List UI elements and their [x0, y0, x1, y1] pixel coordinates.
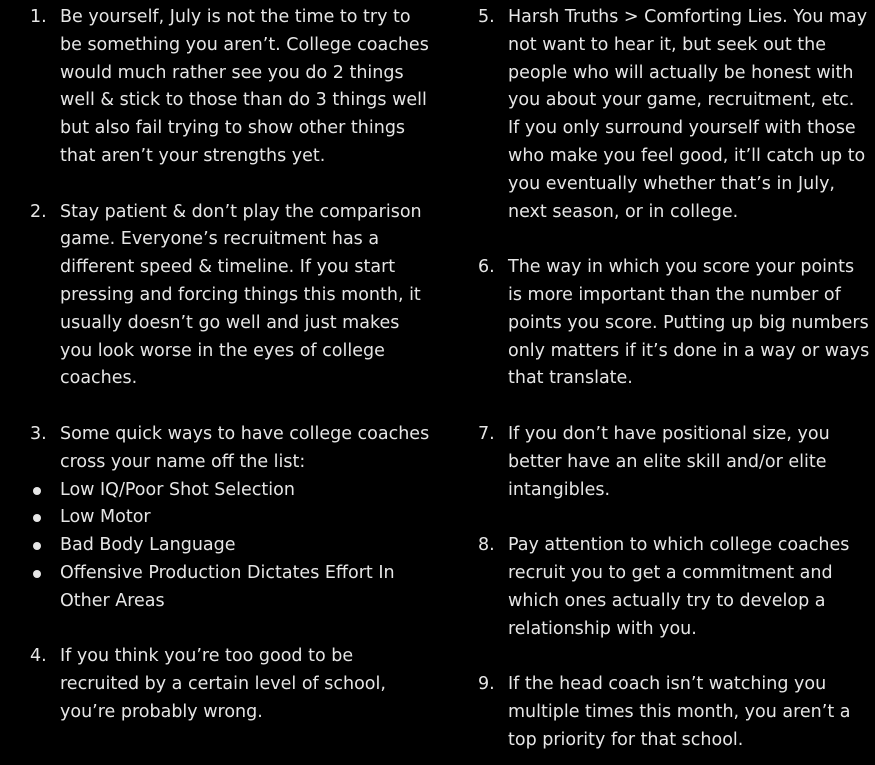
list-item-9 [478, 671, 870, 754]
left-column [30, 4, 430, 727]
item-text: Stay patient & don’t play the comparison game. Everyone’s recruitment has a different speed & timeline. If you start pressing and forcing things this month, it usually doesn’t go well and just makes you look worse in the eyes of college coaches. [60, 201, 422, 389]
bullet-dot-icon [33, 542, 41, 550]
item-number: 1. [30, 7, 47, 27]
bullet-item [30, 504, 430, 532]
list-item-2 [30, 199, 430, 394]
right-column [478, 4, 870, 755]
item-number: 6. [478, 257, 495, 278]
list-item-6 [478, 254, 870, 393]
item-text: Some quick ways to have college coaches cross your name off the list: [60, 423, 430, 472]
bullet-dot-icon [33, 514, 41, 522]
bullet-text: Offensive Production Dictates Effort In Other Areas [60, 562, 395, 611]
bullet-text: Low Motor [60, 507, 151, 528]
item-text: If you think you’re too good to be recruited by a certain level of school, you’re probably wrong. [60, 646, 386, 722]
bullet-dot-icon [33, 570, 41, 578]
bullet-item [30, 477, 430, 505]
bullet-text: Low IQ/Poor Shot Selection [60, 479, 295, 500]
list-item-3 [30, 421, 430, 477]
item-number: 8. [478, 535, 495, 556]
list-item-4 [30, 643, 430, 726]
list-item-7 [478, 421, 870, 504]
item-number: 3. [30, 423, 47, 444]
item-number: 5. [478, 7, 495, 27]
item-text: Be yourself, July is not the time to try to be something you aren’t. College coaches would much rather see you do 2 things well & stick to those than do 3 things well but also fail trying to show other things that aren’t your strengths yet. [60, 7, 429, 166]
item-text: The way in which you score your points is more important than the number of points you score. Putting up big numbers only matters if it’s done in a way or ways that translate. [508, 257, 870, 389]
bullet-item [30, 532, 430, 560]
item-text: If the head coach isn’t watching you multiple times this month, you aren’t a top priority for that school. [508, 674, 851, 750]
bullet-dot-icon [33, 487, 41, 495]
item-number: 4. [30, 646, 47, 667]
item-number: 7. [478, 423, 495, 444]
list-item-1 [30, 4, 430, 171]
bullet-text: Bad Body Language [60, 535, 236, 556]
bullet-item [30, 560, 430, 616]
list-item-5 [478, 4, 870, 226]
item-text: Harsh Truths > Comforting Lies. You may not want to hear it, but seek out the people who will actually be honest with you about your game, recruitment, etc. If you only surround yourself with those who make you feel good, it’ll catch up to you eventually whether that’s in July, next season, or in college. [508, 7, 868, 222]
item-number: 2. [30, 201, 47, 222]
item-text: Pay attention to which college coaches recruit you to get a commitment and which ones actually try to develop a relationship with you. [508, 535, 850, 639]
item-text: If you don’t have positional size, you better have an elite skill and/or elite intangibles. [508, 423, 830, 500]
list-item-8 [478, 532, 870, 643]
item-number: 9. [478, 674, 495, 695]
